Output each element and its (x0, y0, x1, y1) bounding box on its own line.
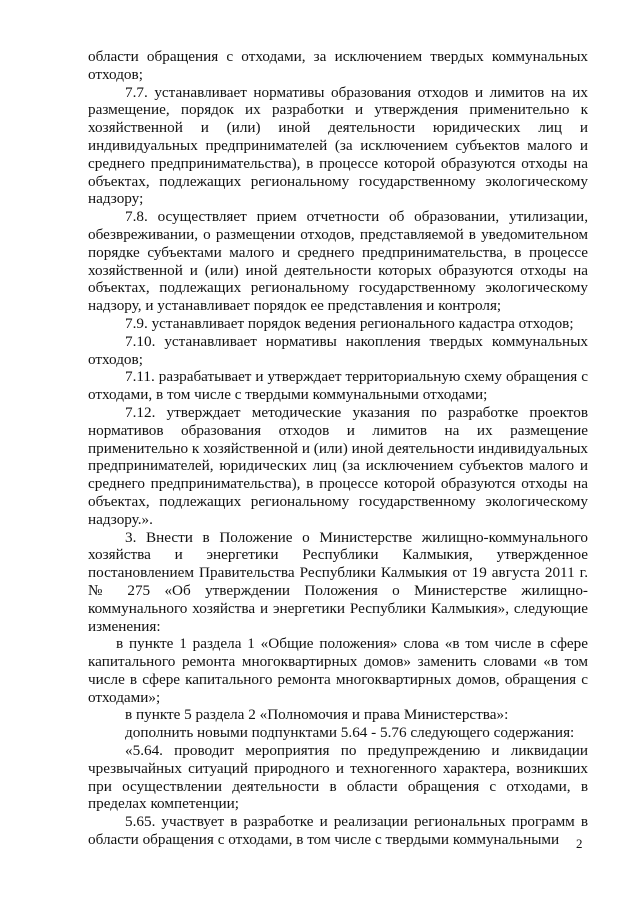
paragraph-7-11: 7.11. разрабатывает и утверждает территориальную схему обращения с отходами, в том числе с твердыми коммунальными отходами; (88, 368, 588, 404)
paragraph-5-65: 5.65. участвует в разработке и реализации региональных программ в области обращения с отходами, в том числе с твердыми коммунальными (88, 813, 588, 849)
paragraph-7-7: 7.7. устанавливает нормативы образования отходов и лимитов на их размещение, порядок их разработки и утверждения применительно к хозяйственной и (или) иной деятельности юридических лиц и индивидуальных предпринимателей (за исключением субъектов малого и среднего предпринимательства), в процессе которой образуются отходы на объектах, подлежащих региональному государственному экологическому надзору; (88, 83, 588, 208)
paragraph-section-2-intro: в пункте 5 раздела 2 «Полномочия и права Министерства»: (125, 706, 509, 724)
paragraph-7-10: 7.10. устанавливает нормативы накопления твердых коммунальных отходов; (88, 332, 588, 368)
paragraph-section-1-change: в пункте 1 раздела 1 «Общие положения» слова «в том числе в сфере капитального ремонта многоквартирных домов» заменить словами «в том числе в сфере капитального ремонта многоквартирных домов, обращения с отходами»; (88, 635, 588, 706)
paragraph-7-9: 7.9. устанавливает порядок ведения регионального кадастра отходов; (125, 314, 574, 332)
paragraph-continuation: области обращения с отходами, за исключением твердых коммунальных отходов; (88, 48, 588, 83)
paragraph-5-64: «5.64. проводит мероприятия по предупреждению и ликвидации чрезвычайных ситуаций природного и техногенного характера, возникших при осуществлении деятельности в области обращения с отходами, в пределах компетенции; (88, 742, 588, 813)
paragraph-7-8: 7.8. осуществляет прием отчетности об образовании, утилизации, обезвреживании, о размещении отходов, представляемой в уведомительном порядке субъектами малого и среднего предпринимательства, в процессе хозяйственной и (или) иной деятельности которых образуются отходы на объектах, подлежащих региональному государственному экологическому надзору, и устанавливает порядок ее представления и контроля; (88, 208, 588, 315)
page-number: 2 (576, 836, 583, 851)
document-body (88, 48, 588, 849)
paragraph-add-subitems: дополнить новыми подпунктами 5.64 - 5.76 следующего содержания: (125, 724, 575, 742)
paragraph-item-3: 3. Внести в Положение о Министерстве жилищно-коммунального хозяйства и энергетики Республики Калмыкия, утвержденное постановлением Правительства Республики Калмыкия от 19 августа 2011 г. № 275 «Об утверждении Положения о Министерстве жилищно-коммунального хозяйства и энергетики Республики Калмыкия», следующие изменения: (88, 528, 588, 635)
paragraph-7-12: 7.12. утверждает методические указания по разработке проектов нормативов образования отходов и лимитов на их размещение применительно к хозяйственной и (или) иной деятельности индивидуальных предпринимателей, юридических лиц (за исключением субъектов малого и среднего предпринимательства), в процессе которой образуются отходы на объектах, подлежащих региональному государственному экологическому надзору.». (88, 403, 588, 528)
